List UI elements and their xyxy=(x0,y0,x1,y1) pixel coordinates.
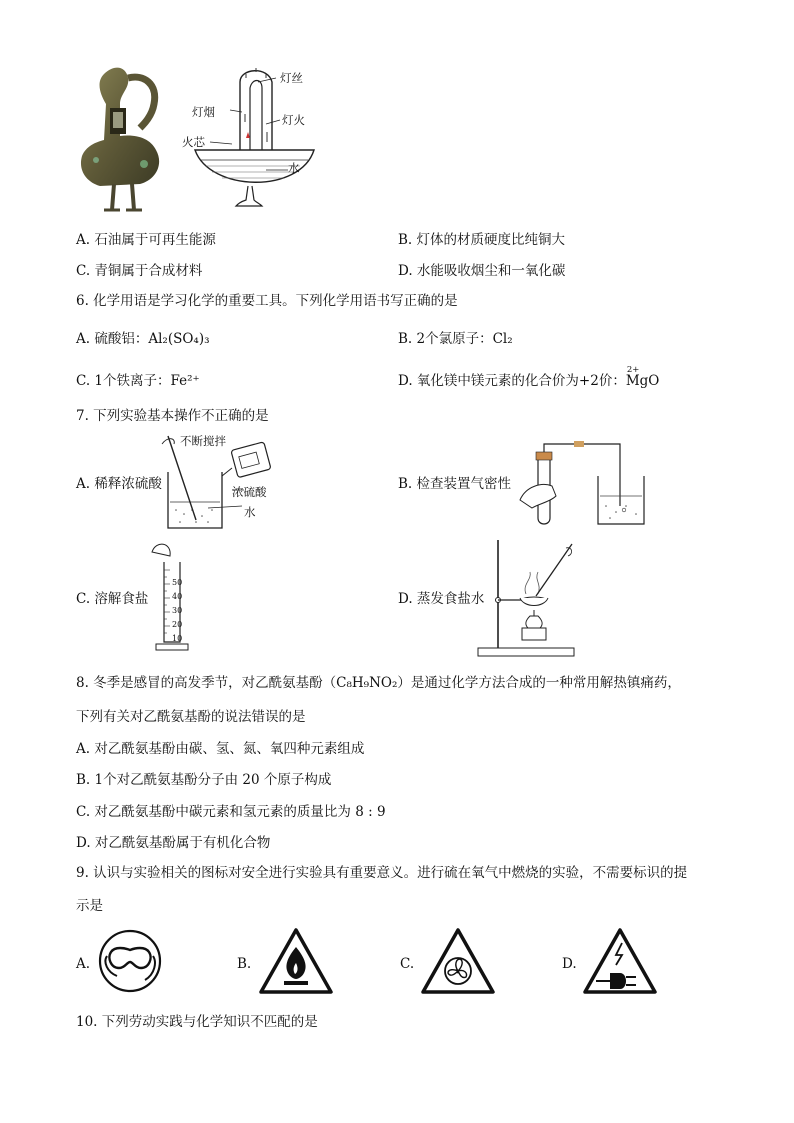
q6-option-c-text: C. 1个铁离子： xyxy=(76,373,171,389)
q9-stem-line2: 示是 xyxy=(76,898,103,914)
q8-stem-line2: 下列有关对乙酰氨基酚的说法错误的是 xyxy=(76,709,306,725)
lamp-label-flame: 灯火 xyxy=(282,113,305,127)
q9-option-b: B. xyxy=(237,956,252,972)
cylinder-tick-50: 50 xyxy=(172,578,183,587)
q5-option-b: B. 灯体的材质硬度比纯铜大 xyxy=(398,232,566,248)
fig-a-label-stir: 不断搅拌 xyxy=(180,434,226,448)
q8-stem-part2: ）是通过化学方法合成的一种常用解热镇痛药， xyxy=(397,675,681,691)
q6-option-d-formula: MgO xyxy=(625,373,660,389)
q8-option-c: C. 对乙酰氨基酚中碳元素和氢元素的质量比为 8 : 9 xyxy=(76,804,386,820)
q6-option-d-valence: 2+ xyxy=(626,365,640,375)
q8-option-b: B. 1个对乙酰氨基酚分子由 20 个原子构成 xyxy=(76,772,332,788)
lamp-label-wire: 灯丝 xyxy=(280,71,303,85)
q6-option-b-text: B. 2个氯原子： xyxy=(398,331,493,347)
q7-option-a: A. 稀释浓硫酸 xyxy=(76,476,162,492)
lamp-label-wick: 火芯 xyxy=(182,135,205,149)
fig-evaporation-setup xyxy=(476,536,576,660)
q6-option-c-formula: Fe²⁺ xyxy=(170,373,200,389)
flame-hazard-icon xyxy=(258,927,334,995)
cylinder-tick-10: 10 xyxy=(172,634,183,643)
cylinder-tick-20: 20 xyxy=(172,620,183,629)
q5-option-c: C. 青铜属于合成材料 xyxy=(76,263,203,279)
q6-option-b xyxy=(398,330,513,348)
q8-formula: C₈H₉NO₂ xyxy=(336,675,398,691)
q7-option-d: D. 蒸发食盐水 xyxy=(398,591,485,607)
ventilation-fan-icon xyxy=(420,927,496,995)
q5-option-d: D. 水能吸收烟尘和一氧化碳 xyxy=(398,263,566,279)
q6-option-c xyxy=(76,372,200,390)
q7-stem: 7. 下列实验基本操作不正确的是 xyxy=(76,408,269,424)
cylinder-tick-40: 40 xyxy=(172,592,183,601)
q8-option-d: D. 对乙酰氨基酚属于有机化合物 xyxy=(76,835,271,851)
q8-option-a: A. 对乙酰氨基酚由碳、氢、氮、氧四种元素组成 xyxy=(76,741,365,757)
fig-airtight-check xyxy=(512,436,652,530)
q8-stem-line1 xyxy=(76,674,681,692)
q6-option-b-formula: Cl₂ xyxy=(492,331,513,347)
cylinder-tick-30: 30 xyxy=(172,606,183,615)
q9-option-c: C. xyxy=(400,956,415,972)
q6-option-a-formula: Al₂(SO₄)₃ xyxy=(148,331,210,347)
q8-stem-part1: 8. 冬季是感冒的高发季节，对乙酰氨基酚（ xyxy=(76,675,337,691)
q9-option-a: A. xyxy=(76,956,91,972)
goggles-icon xyxy=(97,928,163,994)
q6-stem: 6. 化学用语是学习化学的重要工具。下列化学用语书写正确的是 xyxy=(76,293,458,309)
bronze-lamp-photo xyxy=(74,64,170,214)
fig-a-label-water: 水 xyxy=(244,505,256,519)
q6-option-a xyxy=(76,330,210,348)
q6-option-a-text: A. 硫酸铝： xyxy=(76,331,149,347)
q9-option-d: D. xyxy=(562,956,577,972)
lamp-label-chimney: 灯烟 xyxy=(192,105,215,119)
q9-stem-line1: 9. 认识与实验相关的图标对安全进行实验具有重要意义。进行硫在氧气中燃烧的实验，不需要标识的提 xyxy=(76,865,688,881)
fig-a-label-acid: 浓硫酸 xyxy=(232,485,267,499)
q10-stem: 10. 下列劳动实践与化学知识不匹配的是 xyxy=(76,1014,318,1030)
q7-option-c: C. 溶解食盐 xyxy=(76,591,149,607)
q5-option-a: A. 石油属于可再生能源 xyxy=(76,232,216,248)
q6-option-d-text: D. 氧化镁中镁元素的化合价为+2价： xyxy=(398,373,626,389)
q6-option-d xyxy=(398,365,660,390)
electric-plug-icon xyxy=(582,927,658,995)
q7-option-b: B. 检查装置气密性 xyxy=(398,476,512,492)
lamp-label-water: 水 xyxy=(288,161,300,175)
